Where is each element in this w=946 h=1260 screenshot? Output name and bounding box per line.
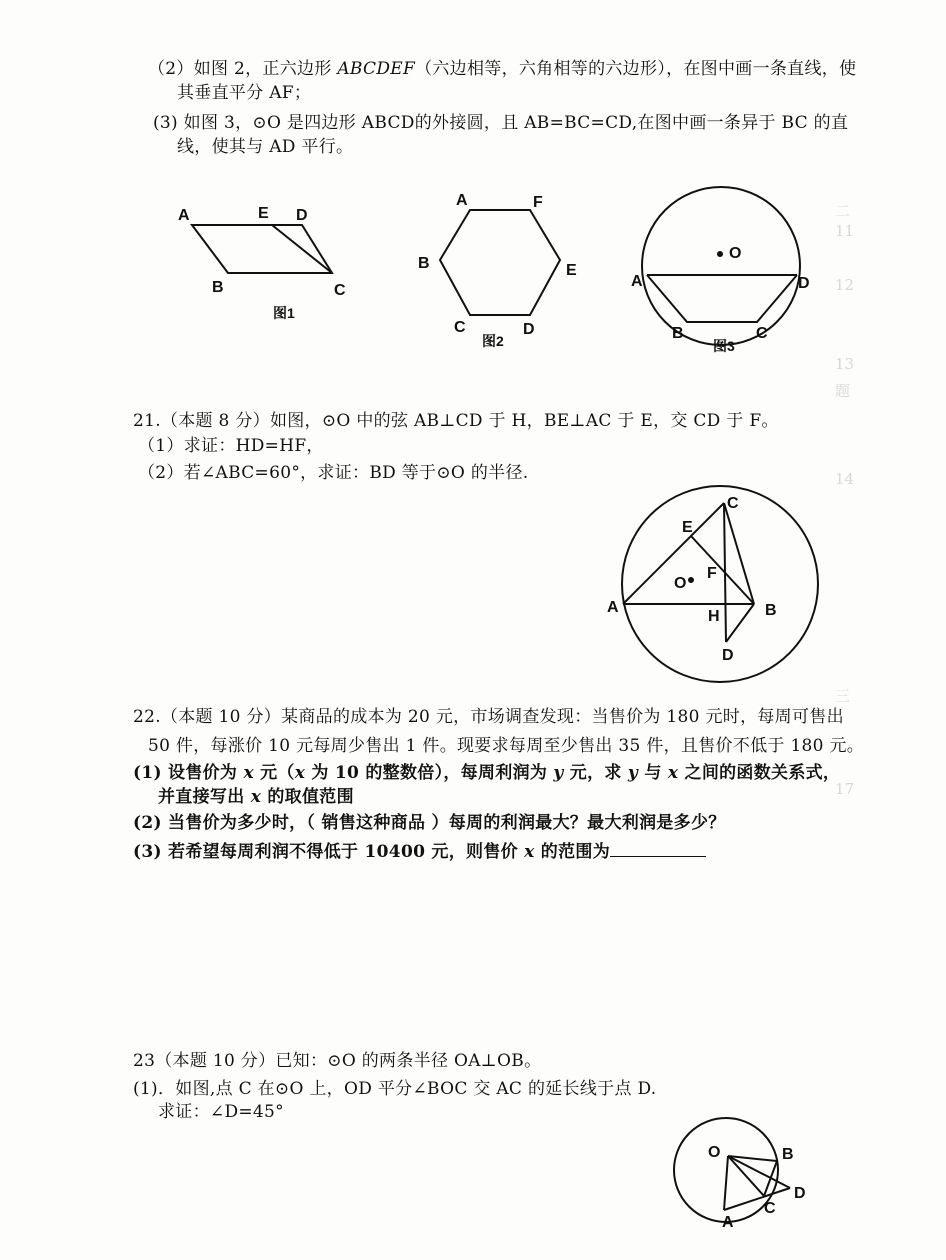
fig2-caption: 图2 <box>482 333 504 349</box>
q23-figure-circle <box>672 1110 832 1240</box>
q23-part1-line1: (1)．如图,点 C 在⊙O 上，OD 平分∠BOC 交 AC 的延长线于点 D. <box>133 1079 657 1099</box>
fig2-label-f: F <box>533 194 543 211</box>
q22-stem-line2: 50 件，每涨价 10 元每周少售出 1 件。现要求每周至少售出 35 件，且售价不低于 180 元。 <box>148 736 865 756</box>
fig3-label-a: A <box>631 273 643 290</box>
figure-3-circle <box>625 188 825 358</box>
figure-1-parallelogram <box>170 195 370 335</box>
q21-part2: （2）若∠ABC=60°，求证：BD 等于⊙O 的半径. <box>138 463 529 483</box>
fig2-label-c: C <box>454 319 466 336</box>
fig1-label-e: E <box>258 205 269 222</box>
q21-label-a: A <box>607 599 619 616</box>
q20-part3-line2: 线，使其与 AD 平行。 <box>177 137 354 157</box>
fig2-label-d: D <box>523 321 535 338</box>
fig3-label-d: D <box>798 275 810 292</box>
q21-label-e: E <box>682 519 693 536</box>
fig1-label-a: A <box>178 207 190 224</box>
q22-part1-line1: (1) 设售价为 x 元（x 为 10 的整数倍），每周利润为 y 元，求 y 与 x 之间的函数关系式， <box>133 763 841 783</box>
fig1-label-c: C <box>334 282 346 299</box>
q21-part1: （1）求证：HD=HF， <box>138 436 324 456</box>
fig2-label-a: A <box>456 192 468 209</box>
q21-label-f: F <box>707 565 717 582</box>
fig3-label-c: C <box>756 325 768 342</box>
fig1-caption: 图1 <box>273 305 295 321</box>
fig1-label-d: D <box>296 207 308 224</box>
fig3-label-b: B <box>672 325 684 342</box>
q21-label-h: H <box>708 608 720 625</box>
q22-stem-line1: 22.（本题 10 分）某商品的成本为 20 元，市场调查发现：当售价为 180 元时，每周可售出 <box>133 707 844 727</box>
fig3-caption: 图3 <box>713 338 735 354</box>
q22-part2: (2) 当售价为多少时，（ 销售这种商品 ）每周的利润最大？最大利润是多少？ <box>133 813 726 833</box>
hexagon-name: ABCDEF <box>337 59 416 79</box>
q23-label-a: A <box>722 1214 734 1231</box>
fig2-label-e: E <box>566 262 577 279</box>
q21-label-b: B <box>765 602 777 619</box>
q21-figure-circle <box>600 488 820 668</box>
q23-label-b: B <box>782 1146 794 1163</box>
q20-part3-line1: (3) 如图 3，⊙O 是四边形 ABCD的外接圆，且 AB=BC=CD,在图中画一条异于 BC 的直 <box>153 113 849 133</box>
figure-2-hexagon <box>410 190 590 350</box>
q23-label-c: C <box>764 1200 776 1217</box>
q21-label-c: C <box>727 495 739 512</box>
q21-label-o: O <box>674 575 687 592</box>
q22-part3: (3) 若希望每周利润不得低于 10400 元，则售价 x 的范围为 <box>133 840 706 863</box>
answer-blank[interactable] <box>610 840 706 857</box>
q21-stem: 21.（本题 8 分）如图，⊙O 中的弦 AB⊥CD 于 H，BE⊥AC 于 E，交 CD 于 F。 <box>133 411 779 431</box>
q23-stem: 23（本题 10 分）已知：⊙O 的两条半径 OA⊥OB。 <box>133 1051 542 1071</box>
q23-label-o: O <box>708 1144 721 1161</box>
fig1-label-b: B <box>212 279 224 296</box>
q21-label-d: D <box>722 647 734 664</box>
q22-part1-line2: 并直接写出 x 的取值范围 <box>158 787 354 807</box>
q23-part1-line2: 求证：∠D=45° <box>158 1102 284 1122</box>
q23-label-d: D <box>794 1185 806 1202</box>
q20-part2-line2: 其垂直平分 AF； <box>177 83 312 103</box>
fig2-label-b: B <box>418 255 430 272</box>
fig3-label-o: O <box>729 245 742 262</box>
q20-part2-line1: （2）如图 2，正六边形 ABCDEF（六边相等，六角相等的六边形），在图中画一条直线，使 <box>148 59 857 79</box>
